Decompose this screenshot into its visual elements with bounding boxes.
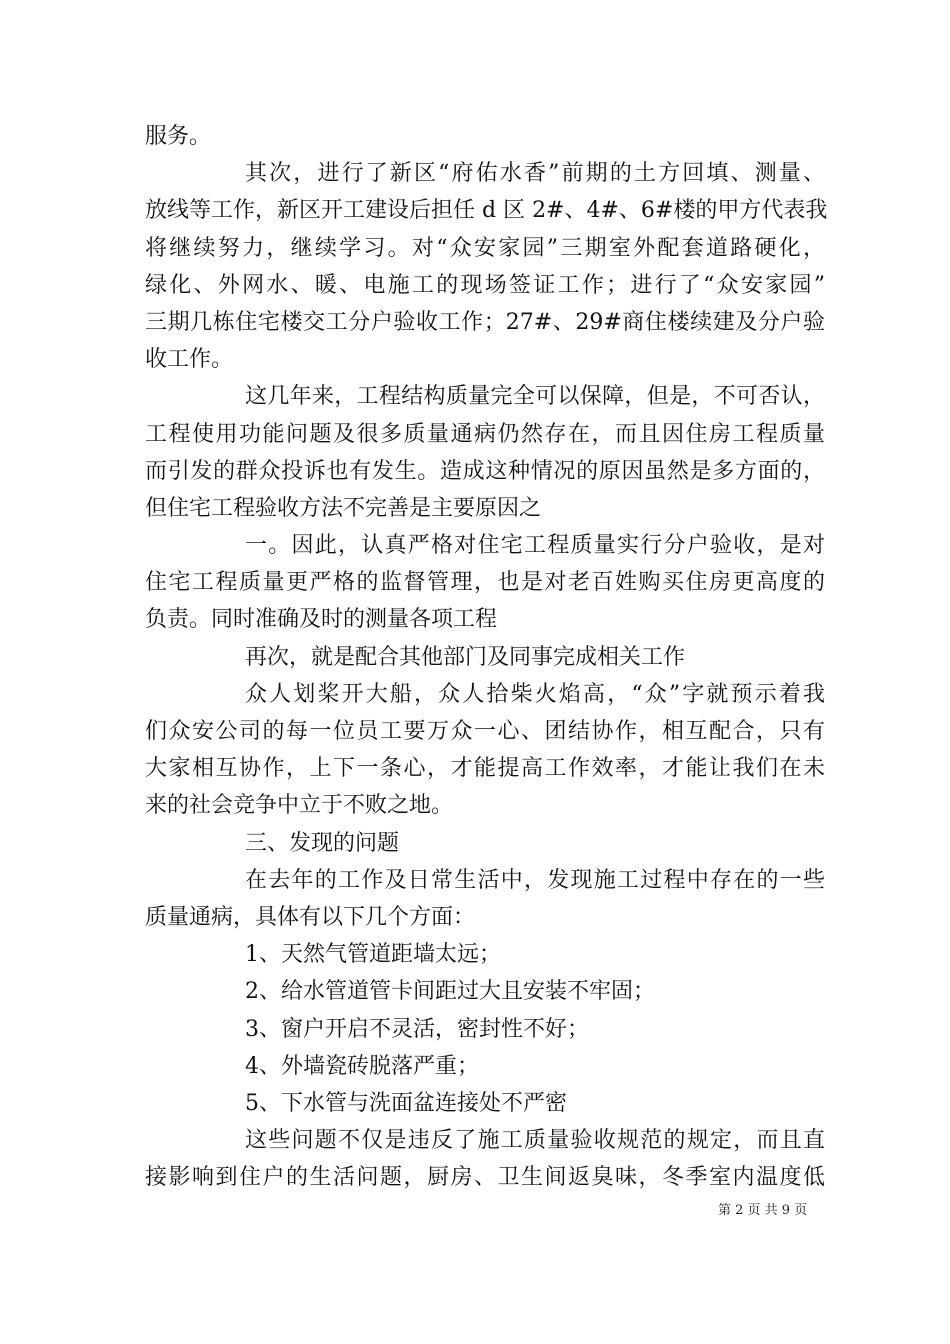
- text-line: 工程使用功能问题及很多质量通病仍然存在，而且因住房工程质量: [145, 421, 825, 447]
- text-line: 服务。: [145, 124, 212, 149]
- page-number: 第 2 页 共 9 页: [718, 1203, 808, 1218]
- text-line: 接影响到住户的生活问题，厨房、卫生间返臭味，冬季室内温度低: [145, 1165, 825, 1191]
- text-line: 三期几栋住宅楼交工分户验收工作；27#、29#商住楼续建及分户验: [145, 309, 825, 335]
- text-line: 们众安公司的每一位员工要万众一心、团结协作，相互配合，只有: [145, 719, 825, 744]
- text-line: 众人划桨开大船，众人拾柴火焰高，“众”字就预示着我: [245, 681, 825, 707]
- text-line: 质量通病，具体有以下几个方面：: [145, 904, 476, 930]
- text-line: 一。因此，认真严格对住宅工程质量实行分户验收，是对: [245, 533, 825, 559]
- text-line: 其次，进行了新区“府佑水香”前期的土方回填、测量、: [245, 161, 825, 187]
- text-line: 而引发的群众投诉也有发生。造成这种情况的原因虽然是多方面的，: [145, 458, 825, 484]
- body-text: [145, 118, 828, 1196]
- text-line: 来的社会竞争中立于不败之地。: [145, 793, 454, 819]
- text-line: 将继续努力，继续学习。对“众安家园”三期室外配套道路硬化，: [145, 235, 825, 261]
- text-line: 三、发现的问题: [245, 830, 400, 856]
- text-line: 放线等工作，新区开工建设后担任 d 区 2#、4#、6#楼的甲方代表我: [145, 198, 828, 224]
- text-line: 但住宅工程验收方法不完善是主要原因之: [145, 495, 542, 521]
- text-line: 5、下水管与洗面盆连接处不严密: [245, 1090, 567, 1116]
- text-line: 2、给水管道管卡间距过大且安装不牢固；: [245, 979, 655, 1005]
- text-line: 在去年的工作及日常生活中，发现施工过程中存在的一些: [245, 867, 825, 893]
- text-line: 这几年来，工程结构质量完全可以保障，但是，不可否认，: [245, 384, 825, 410]
- text-line: 收工作。: [145, 347, 234, 373]
- text-line: 住宅工程质量更严格的监督管理，也是对老百姓购买住房更高度的: [145, 570, 825, 596]
- text-line: 大家相互协作，上下一条心，才能提高工作效率，才能让我们在未: [145, 756, 825, 782]
- text-line: 3、窗户开启不灵活，密封性不好；: [245, 1016, 589, 1042]
- text-line: 负责。同时准确及时的测量各项工程: [145, 607, 498, 633]
- text-line: 1、天然气管道距墙太远；: [245, 942, 501, 968]
- text-line: 绿化、外网水、暖、电施工的现场签证工作；进行了“众安家园”: [145, 272, 825, 298]
- text-line: 再次，就是配合其他部门及同事完成相关工作: [245, 644, 686, 670]
- text-line: 4、外墙瓷砖脱落严重；: [245, 1053, 479, 1079]
- text-line: 这些问题不仅是违反了施工质量验收规范的规定，而且直: [245, 1128, 825, 1154]
